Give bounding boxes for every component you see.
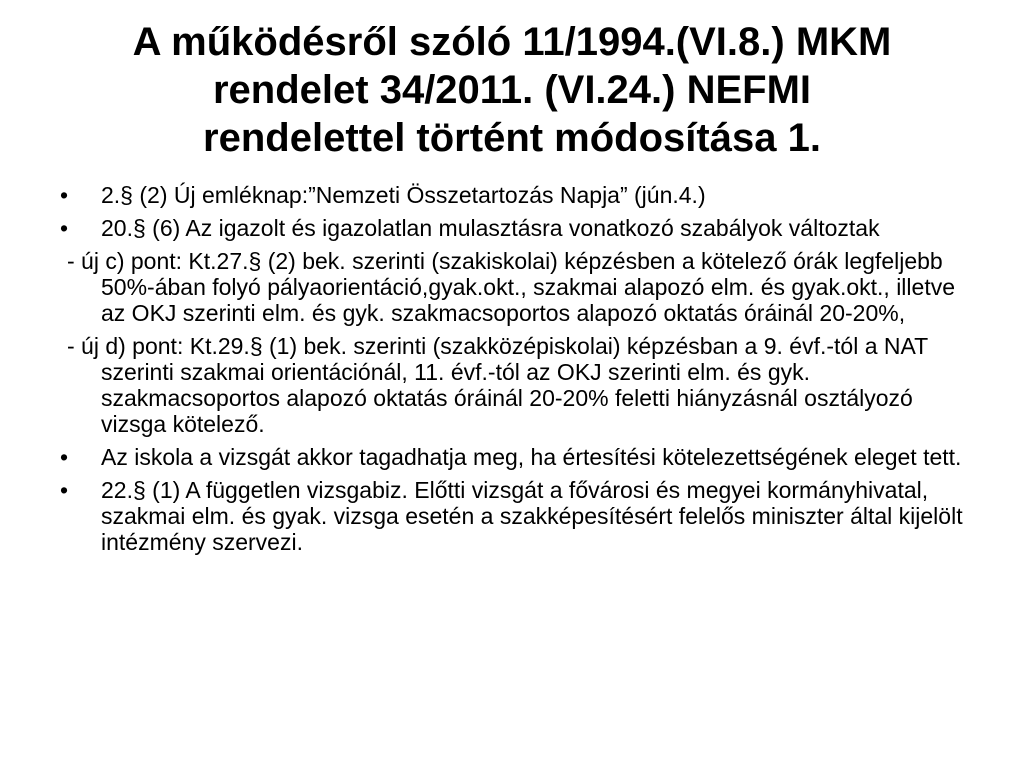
title-line-2: rendelet 34/2011. (VI.24.) NEFMI	[212, 68, 812, 112]
bullet-item: • 2.§ (2) Új emléknap:”Nemzeti Összetartozás Napja” (jún.4.)	[56, 182, 976, 208]
slide-content	[56, 182, 976, 562]
slide-title	[40, 18, 984, 162]
bullet-item: • Az iskola a vizsgát akkor tagadhatja meg, ha értesítési kötelezettségének eleget tett.	[56, 444, 976, 470]
title-line-1: A működésről szóló 11/1994.(VI.8.) MKM	[132, 20, 892, 64]
sub-item: - új c) pont: Kt.27.§ (2) bek. szerinti (szakiskolai) képzésben a kötelező órák legfeljebb 50%-ában folyó pályaorientáció,gyak.okt., szakmai alapozó elm. és gyak.okt., illetve az OKJ szerinti elm. és gyk. szakmacsoportos alapozó oktatás óráinál 20-20%,	[67, 248, 955, 326]
bullet-item: • 22.§ (1) A független vizsgabiz. Előtti vizsgát a fővárosi és megyei kormányhivatal, szakmai elm. és gyak. vizsga esetén a szakképesítésért felelős miniszter által kijelölt intézmény szervezi.	[56, 477, 976, 555]
bullet-item: • 20.§ (6) Az igazolt és igazolatlan mulasztásra vonatkozó szabályok változtak	[56, 215, 976, 241]
title-line-3: rendelettel történt módosítása 1.	[203, 116, 821, 160]
sub-item: - új d) pont: Kt.29.§ (1) bek. szerinti (szakközépiskolai) képzésban a 9. évf.-tól a NAT szerinti szakmai orientációnál, 11. évf.-tól az OKJ szerinti elm. és gyk. szakmacsoportos alapozó oktatás óráinál 20-20% feletti hiányzásnál osztályozó vizsga kötelező.	[67, 333, 928, 437]
